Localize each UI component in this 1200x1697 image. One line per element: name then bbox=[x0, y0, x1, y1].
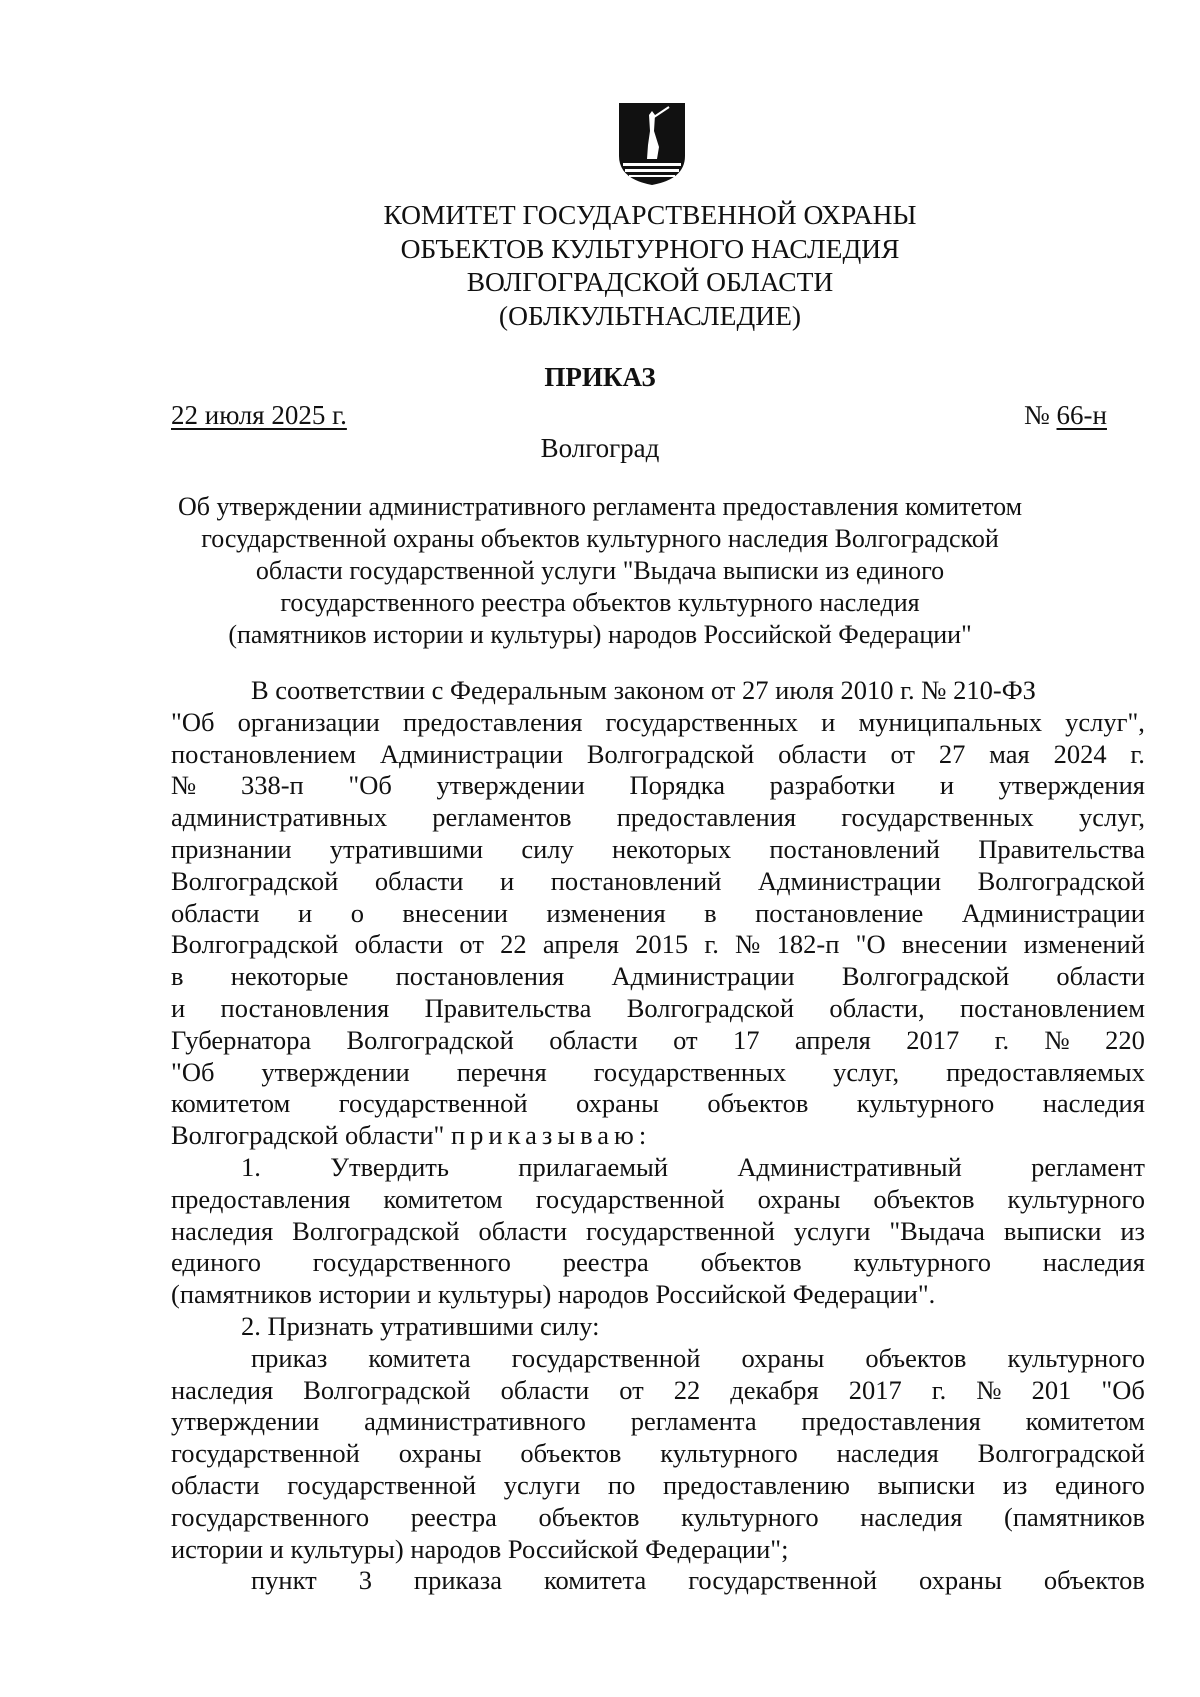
body-line bbox=[171, 739, 1145, 771]
word: 1. bbox=[241, 1151, 261, 1182]
word: услуги bbox=[793, 1215, 871, 1246]
word: государственного bbox=[312, 1247, 511, 1278]
word: 22 bbox=[673, 1374, 701, 1405]
body-line bbox=[171, 961, 1145, 993]
org-line: ОБЪЕКТОВ КУЛЬТУРНОГО НАСЛЕДИЯ bbox=[400, 232, 900, 264]
word: наследия bbox=[1042, 1247, 1145, 1278]
body-line bbox=[171, 1343, 1145, 1375]
document-title: ПРИКАЗ bbox=[544, 362, 656, 392]
body-line bbox=[171, 1534, 1145, 1566]
word: и bbox=[939, 770, 955, 801]
word: объектов bbox=[873, 1183, 975, 1214]
body-line-text: (памятников истории и культуры) народов Российской Федерации". bbox=[171, 1279, 936, 1310]
word: постановления bbox=[220, 992, 390, 1023]
word: приказ bbox=[251, 1342, 328, 1373]
word: комитетом bbox=[1025, 1406, 1145, 1437]
word: "Об bbox=[348, 770, 392, 801]
body-line-text: Волгоградской области" bbox=[171, 1120, 445, 1151]
word: реестра bbox=[562, 1247, 649, 1278]
body-line bbox=[171, 675, 1145, 707]
word: области bbox=[1056, 961, 1145, 992]
body-line bbox=[171, 834, 1145, 866]
word: предоставления bbox=[403, 706, 583, 737]
body-line bbox=[171, 929, 1145, 961]
word: регламентов bbox=[432, 802, 572, 833]
word: Волгоградской bbox=[841, 961, 1010, 992]
body-line bbox=[171, 1184, 1145, 1216]
word: объектов bbox=[707, 1088, 809, 1119]
word: административных bbox=[171, 802, 388, 833]
word: силу bbox=[521, 833, 574, 864]
word: от bbox=[459, 929, 484, 960]
word: № bbox=[735, 929, 761, 960]
body-line bbox=[171, 707, 1145, 739]
word: Волгоградской bbox=[292, 1215, 460, 1246]
word: комитета bbox=[543, 1565, 647, 1596]
word: внесении bbox=[901, 929, 1008, 960]
word: государственной bbox=[338, 1088, 528, 1119]
word: 27 bbox=[938, 738, 966, 769]
word: области bbox=[478, 1215, 568, 1246]
word: охраны bbox=[741, 1342, 825, 1373]
word: в bbox=[704, 897, 717, 928]
word: изменений bbox=[1023, 929, 1145, 960]
body-line bbox=[171, 1565, 1145, 1597]
word: признании bbox=[171, 833, 292, 864]
org-line: КОМИТЕТ ГОСУДАРСТВЕННОЙ ОХРАНЫ bbox=[383, 199, 917, 230]
word: Волгоградской bbox=[171, 929, 339, 960]
body-line bbox=[171, 802, 1145, 834]
body-line bbox=[171, 770, 1145, 802]
word: комитетом bbox=[383, 1183, 503, 1214]
word: Волгоградской bbox=[977, 1438, 1145, 1469]
word: Администрации bbox=[757, 865, 942, 896]
word: услуг", bbox=[1065, 706, 1145, 737]
word: г. bbox=[994, 1024, 1010, 1055]
word: 201 bbox=[1031, 1374, 1072, 1405]
body-line bbox=[171, 1279, 1145, 1311]
word: 338-п bbox=[240, 770, 304, 801]
word: муниципальных bbox=[858, 706, 1042, 737]
word: области bbox=[171, 1469, 260, 1500]
word: Волгоградской bbox=[586, 738, 755, 769]
body-line bbox=[171, 1247, 1145, 1279]
body-line bbox=[171, 1152, 1145, 1184]
order-city: Волгоград bbox=[540, 433, 660, 463]
word: постановление bbox=[755, 897, 924, 928]
order-number bbox=[1024, 399, 1107, 431]
word: государственных bbox=[605, 706, 799, 737]
word: регламента bbox=[630, 1406, 757, 1437]
word: перечня bbox=[456, 1056, 547, 1087]
word: культурного bbox=[1007, 1183, 1145, 1214]
word: наследия bbox=[1042, 1088, 1145, 1119]
body-line bbox=[171, 898, 1145, 930]
ordering-word: приказываю: bbox=[451, 1120, 652, 1151]
body-line bbox=[171, 1025, 1145, 1057]
word: 2015 bbox=[635, 929, 689, 960]
word: культурного bbox=[1007, 1342, 1145, 1373]
word: области bbox=[374, 865, 464, 896]
word: № bbox=[1044, 1024, 1070, 1055]
body-line bbox=[171, 1438, 1145, 1470]
body-line bbox=[171, 1375, 1145, 1407]
word: постановлений bbox=[550, 865, 722, 896]
body-line bbox=[171, 1216, 1145, 1248]
word: охраны bbox=[398, 1438, 482, 1469]
word: прилагаемый bbox=[518, 1151, 669, 1182]
order-date: 22 июля 2025 г. bbox=[171, 400, 347, 430]
word: объектов bbox=[865, 1342, 967, 1373]
word: предоставления bbox=[616, 802, 797, 833]
subject-line: государственного реестра объектов культурного наследия bbox=[280, 588, 920, 617]
word: объектов bbox=[520, 1438, 622, 1469]
order-subject bbox=[150, 491, 1050, 651]
word: организации bbox=[237, 706, 380, 737]
word: области bbox=[500, 1374, 590, 1405]
word: культурного bbox=[681, 1501, 819, 1532]
word: о bbox=[350, 897, 364, 928]
word: выписки bbox=[1003, 1215, 1102, 1246]
word: государственной bbox=[535, 1183, 725, 1214]
word: Губернатора bbox=[171, 1024, 312, 1055]
volgograd-coat-of-arms-icon bbox=[617, 101, 687, 186]
word: Администрации bbox=[379, 738, 564, 769]
word: наследия bbox=[860, 1501, 963, 1532]
word: Правительства bbox=[978, 833, 1145, 864]
word: "Об bbox=[171, 706, 215, 737]
word: предоставляемых bbox=[946, 1056, 1145, 1087]
word: области bbox=[171, 897, 260, 928]
word: внесении bbox=[402, 897, 508, 928]
word: Утвердить bbox=[330, 1151, 449, 1182]
body-line bbox=[171, 1120, 1145, 1152]
word: из bbox=[1002, 1469, 1028, 1500]
word: Правительства bbox=[424, 992, 592, 1023]
word: Административный bbox=[737, 1151, 962, 1182]
word: государственной bbox=[171, 1438, 360, 1469]
word: комитета bbox=[368, 1342, 471, 1373]
word: Администрации bbox=[961, 897, 1145, 928]
word: комитетом bbox=[171, 1088, 291, 1119]
body-line-text: В соответствии с Федеральным законом от 27 июля 2010 г. № 210-ФЗ bbox=[251, 675, 1036, 705]
word: государственной bbox=[287, 1469, 477, 1500]
word: государственной bbox=[511, 1342, 701, 1373]
body-line bbox=[171, 1502, 1145, 1534]
word: Порядка bbox=[629, 770, 725, 801]
word: 220 bbox=[1105, 1024, 1145, 1055]
body-line-text: истории и культуры) народов Российской Федерации"; bbox=[171, 1533, 789, 1564]
subject-line: области государственной услуги "Выдача выписки из единого bbox=[255, 556, 945, 585]
word: области bbox=[549, 1024, 638, 1055]
word: изменения bbox=[546, 897, 666, 928]
word: культурного bbox=[853, 1247, 991, 1278]
word: предоставления bbox=[171, 1183, 351, 1214]
word: "Выдача bbox=[889, 1215, 985, 1246]
word: 22 bbox=[500, 929, 527, 960]
word: единого bbox=[1054, 1469, 1145, 1500]
word: постановлением bbox=[959, 992, 1145, 1023]
word: наследия bbox=[171, 1374, 274, 1405]
word: 2024 bbox=[1053, 738, 1107, 769]
word: Волгоградской bbox=[303, 1374, 471, 1405]
word: 3 bbox=[358, 1565, 372, 1596]
body-line bbox=[171, 1088, 1145, 1120]
word: "Об bbox=[1101, 1374, 1145, 1405]
word: культурного bbox=[856, 1088, 995, 1119]
word: "О bbox=[855, 929, 886, 960]
word: от bbox=[673, 1024, 698, 1055]
word: утверждении bbox=[171, 1406, 320, 1437]
word: утверждения bbox=[998, 770, 1145, 801]
word: реестра bbox=[410, 1501, 497, 1532]
subject-line: Об утверждении административного регламента предоставления комитетом bbox=[177, 492, 1023, 521]
word: услуг, bbox=[1079, 802, 1145, 833]
spacer bbox=[444, 1120, 451, 1152]
word: утверждении bbox=[261, 1056, 410, 1087]
word: "Об bbox=[171, 1056, 215, 1087]
word: декабря bbox=[730, 1374, 819, 1405]
word: выписки bbox=[877, 1469, 976, 1500]
body-line bbox=[171, 993, 1145, 1025]
body-line bbox=[171, 1406, 1145, 1438]
word: объектов bbox=[538, 1501, 640, 1532]
word: охраны bbox=[576, 1088, 659, 1119]
word: охраны bbox=[757, 1183, 841, 1214]
org-line: ВОЛГОГРАДСКОЙ ОБЛАСТИ bbox=[466, 266, 834, 297]
word: области, bbox=[829, 992, 925, 1023]
word: Волгоградской bbox=[626, 992, 795, 1023]
word: (памятников bbox=[1004, 1501, 1145, 1532]
word: 2017 bbox=[848, 1374, 902, 1405]
word: услуги bbox=[503, 1469, 581, 1500]
word: 2017 bbox=[906, 1024, 960, 1055]
word: и bbox=[821, 706, 836, 737]
word: области bbox=[354, 929, 444, 960]
word: от bbox=[619, 1374, 644, 1405]
word: наследия bbox=[171, 1215, 274, 1246]
word: в bbox=[171, 961, 184, 992]
word: по bbox=[607, 1469, 636, 1500]
word: 17 bbox=[732, 1024, 760, 1055]
word: услуг, bbox=[833, 1056, 900, 1087]
word: из bbox=[1120, 1215, 1145, 1246]
word: № bbox=[976, 1374, 1002, 1405]
word: объектов bbox=[1043, 1565, 1145, 1596]
word: предоставления bbox=[801, 1406, 981, 1437]
word: утратившими bbox=[329, 833, 484, 864]
word: культурного bbox=[660, 1438, 798, 1469]
word: объектов bbox=[700, 1247, 802, 1278]
word: апреля bbox=[542, 929, 619, 960]
word: предоставлению bbox=[662, 1469, 850, 1500]
word: государственной bbox=[586, 1215, 775, 1246]
word: наследия bbox=[836, 1438, 939, 1469]
body-line bbox=[171, 1311, 1145, 1343]
word: Волгоградской bbox=[171, 865, 339, 896]
word: охраны bbox=[919, 1565, 1002, 1596]
word: государственной bbox=[688, 1565, 878, 1596]
order-number-value: 66-н bbox=[1056, 400, 1107, 430]
word: и bbox=[171, 992, 186, 1023]
word: от bbox=[890, 738, 915, 769]
word: утверждении bbox=[436, 770, 585, 801]
body-line-text: 2. Признать утратившими силу: bbox=[241, 1310, 600, 1341]
word: мая bbox=[989, 738, 1030, 769]
word: постановлений bbox=[769, 833, 940, 864]
word: пункт bbox=[251, 1565, 317, 1596]
word: государственных bbox=[593, 1056, 787, 1087]
word: № bbox=[171, 770, 197, 801]
word: некоторые bbox=[230, 961, 349, 992]
word: регламент bbox=[1031, 1151, 1145, 1182]
word: Администрации bbox=[611, 961, 795, 992]
word: и bbox=[500, 865, 515, 896]
word: некоторых bbox=[611, 833, 732, 864]
body-line bbox=[171, 866, 1145, 898]
organization-name bbox=[250, 198, 1050, 332]
word: и bbox=[298, 897, 313, 928]
word: Волгоградской bbox=[346, 1024, 514, 1055]
word: государственного bbox=[171, 1501, 370, 1532]
word: разработки bbox=[769, 770, 896, 801]
subject-line: (памятников истории и культуры) народов Российской Федерации" bbox=[228, 620, 972, 649]
order-number-prefix: № bbox=[1024, 400, 1057, 430]
word: 182-п bbox=[776, 929, 840, 960]
body-line bbox=[171, 1057, 1145, 1089]
body-line bbox=[171, 1470, 1145, 1502]
word: государственных bbox=[841, 802, 1034, 833]
word: апреля bbox=[794, 1024, 871, 1055]
word: г. bbox=[704, 929, 719, 960]
word: г. bbox=[1130, 738, 1145, 769]
order-body bbox=[171, 675, 1145, 1597]
word: единого bbox=[171, 1247, 261, 1278]
word: постановления bbox=[395, 961, 565, 992]
word: административного bbox=[364, 1406, 586, 1437]
word: Волгоградской bbox=[977, 865, 1145, 896]
word: области bbox=[778, 738, 867, 769]
word: г. bbox=[931, 1374, 947, 1405]
org-line: (ОБЛКУЛЬТНАСЛЕДИЕ) bbox=[498, 299, 802, 331]
word: приказа bbox=[413, 1565, 503, 1596]
word: постановлением bbox=[171, 738, 356, 769]
subject-line: государственной охраны объектов культурного наследия Волгоградской bbox=[201, 524, 999, 553]
